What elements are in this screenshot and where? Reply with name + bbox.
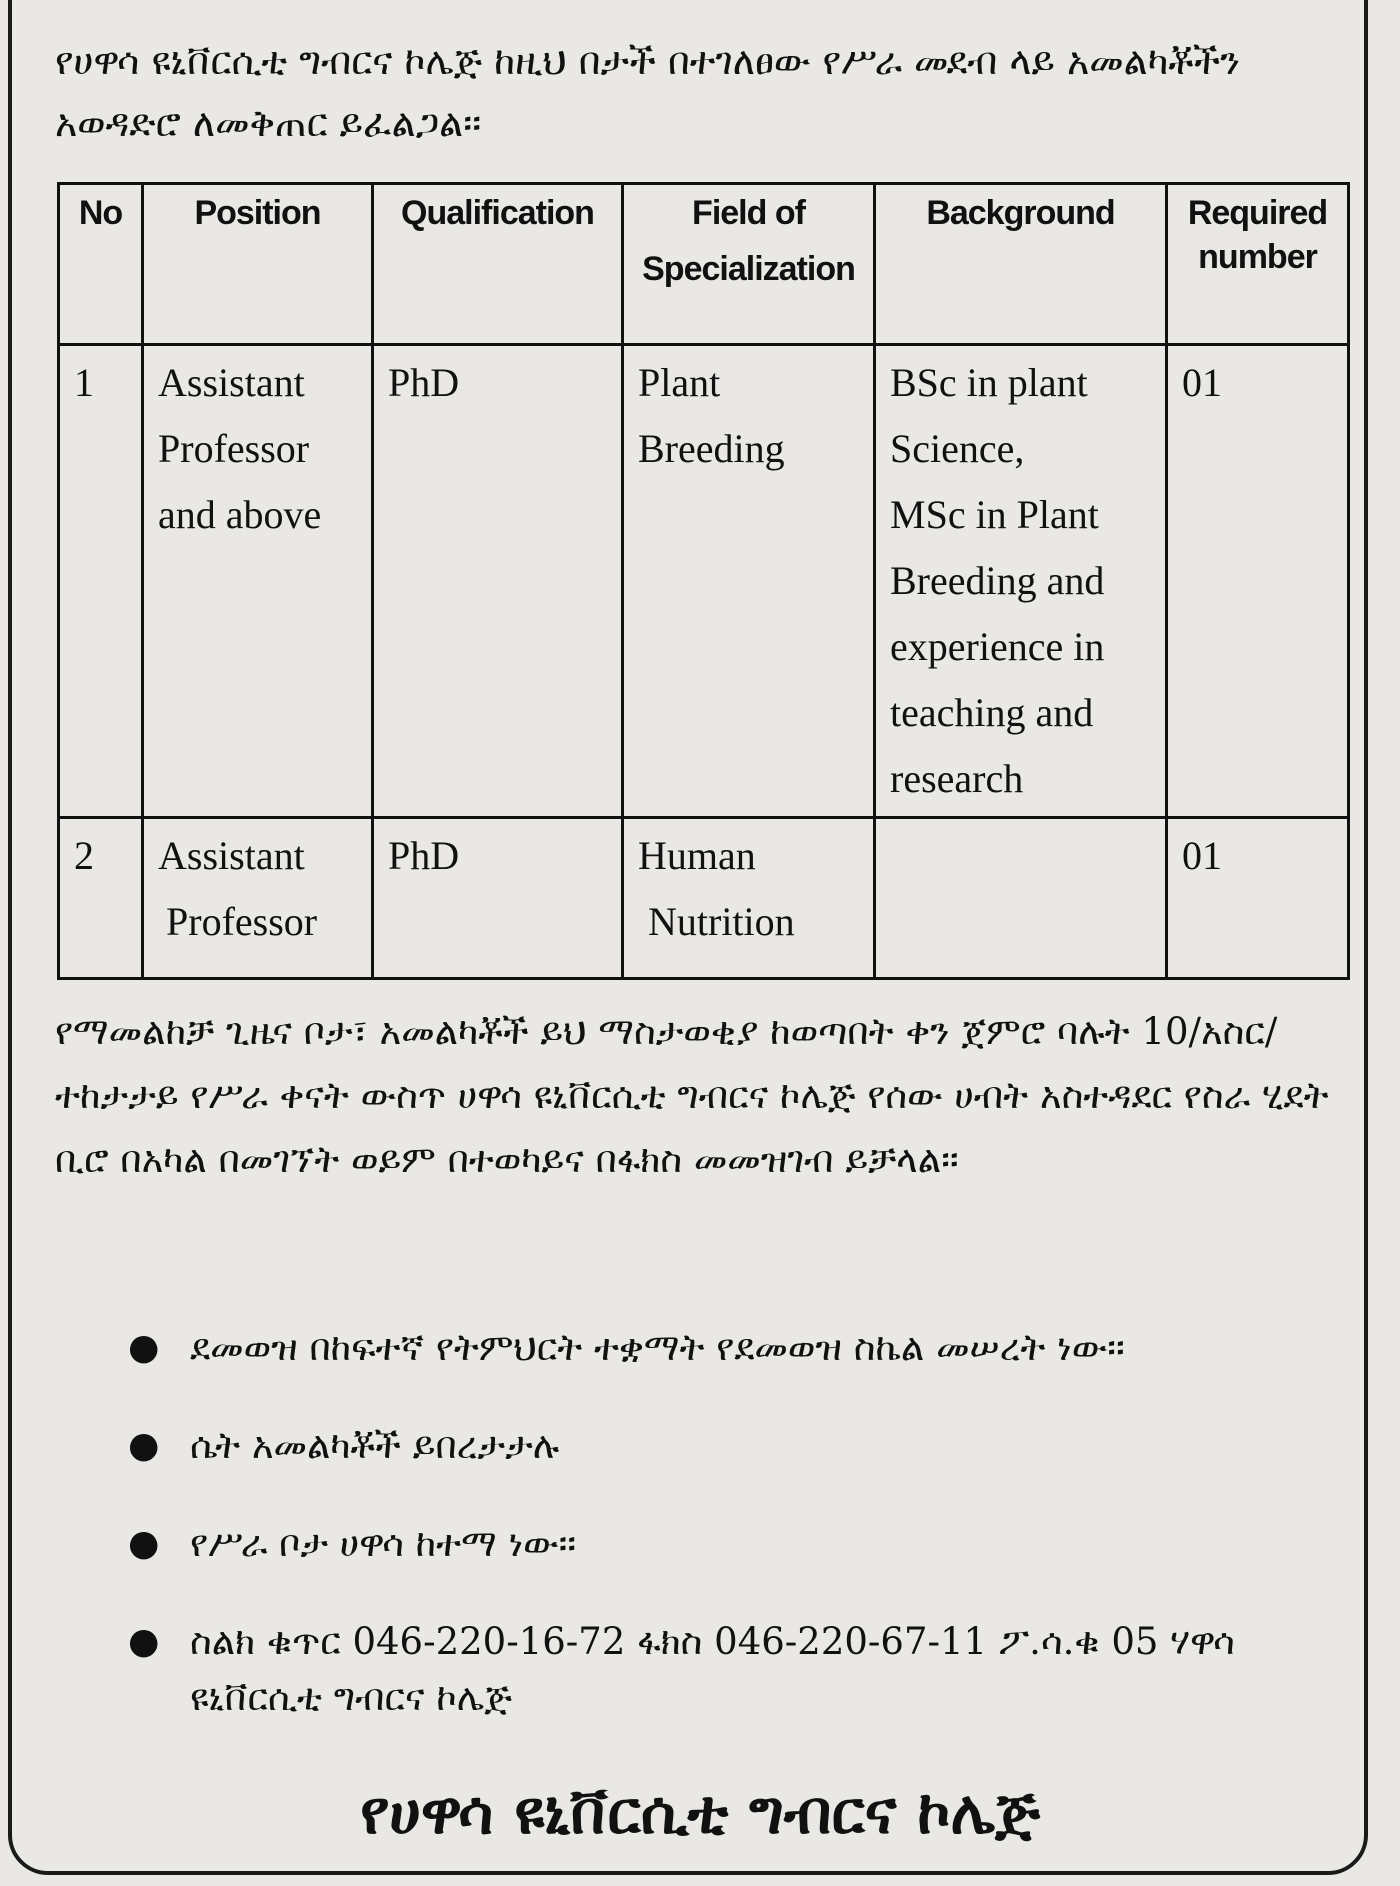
- bullet-icon: ●: [128, 1425, 160, 1466]
- header-background: Background: [875, 184, 1167, 345]
- note-text: ደመወዝ በከፍተኛ የትምህርት ተቋማት የደመወዝ ስኬል መሠረት ነው፡፡: [190, 1326, 1125, 1369]
- row1-field: [623, 345, 875, 818]
- row1-qualification: PhD: [373, 345, 623, 818]
- row1-background-line: teaching and: [890, 690, 1094, 735]
- row1-background: [875, 345, 1167, 818]
- note-text: የሥራ ቦታ ሀዋሳ ከተማ ነው፡፡: [190, 1522, 577, 1565]
- list-item: [110, 1418, 1340, 1474]
- note-text: ስልክ ቁጥር 046-220-16-72 ፋክስ 046-220-67-11 ፖ.ሳ.ቁ 05 ሃዋሳ ዩኒቨርሲቲ ግብርና ኮሌጅ: [190, 1620, 1235, 1719]
- row2-background: [875, 818, 1167, 979]
- header-required: [1167, 184, 1349, 345]
- note-text: ሴት አመልካቾች ይበረታታሉ: [190, 1424, 560, 1467]
- footer-title: የሀዋሳ ዩኒቨርሲቲ ግብርና ኮሌጅ: [360, 1778, 1040, 1848]
- row1-position-line: Professor: [158, 426, 310, 471]
- header-field-line2: Specialization: [642, 250, 855, 288]
- header-no: No: [59, 184, 143, 345]
- notes-list: [110, 1320, 1340, 1768]
- list-item: [110, 1320, 1340, 1376]
- header-field-line1: Field of: [692, 194, 805, 232]
- row2-field-line: Human: [638, 833, 756, 878]
- row1-field-line: Breeding: [638, 426, 785, 471]
- row1-background-line: MSc in Plant: [890, 492, 1099, 537]
- row1-position-line: Assistant: [158, 360, 305, 405]
- row1-position-line: and above: [158, 492, 322, 537]
- table-row: [59, 818, 1349, 979]
- row1-field-line: Plant: [638, 360, 721, 405]
- header-qualification: Qualification: [373, 184, 623, 345]
- header-required-line2: number: [1198, 238, 1317, 276]
- vacancy-table: [57, 182, 1350, 980]
- header-position: Position: [143, 184, 373, 345]
- row1-position: [143, 345, 373, 818]
- row2-field: [623, 818, 875, 979]
- row1-background-line: research: [890, 756, 1024, 801]
- row2-required: 01: [1167, 818, 1349, 979]
- list-item: [110, 1516, 1340, 1572]
- row1-background-line: experience in: [890, 624, 1105, 669]
- row1-no: 1: [59, 345, 143, 818]
- row2-position-line: Assistant: [158, 833, 305, 878]
- header-required-line1: Required: [1187, 194, 1328, 232]
- row1-background-line: Science,: [890, 426, 1025, 471]
- row2-field-line: Nutrition: [648, 899, 795, 944]
- row1-background-line: BSc in plant: [890, 360, 1088, 405]
- bullet-icon: ●: [128, 1621, 160, 1662]
- table-header-row: [59, 184, 1349, 345]
- list-item: [110, 1614, 1340, 1726]
- row2-qualification: PhD: [373, 818, 623, 979]
- bullet-icon: ●: [128, 1327, 160, 1368]
- row2-no: 2: [59, 818, 143, 979]
- bullet-icon: ●: [128, 1523, 160, 1564]
- row2-position-line: Professor: [166, 899, 318, 944]
- row1-background-line: Breeding and: [890, 558, 1105, 603]
- table-row: [59, 345, 1349, 818]
- intro-paragraph: የሀዋሳ ዩኒቨርሲቲ ግብርና ኮሌጅ ከዚህ በታች በተገለፀው የሥራ መደብ ላይ አመልካቾችን አወዳድሮ ለመቅጠር ይፈልጋል፡፡: [55, 39, 1241, 145]
- registration-paragraph: የማመልከቻ ጊዜና ቦታ፣ አመልካቾች ይህ ማስታወቂያ ከወጣበት ቀን ጀምሮ ባሉት 10/አስር/ ተከታታይ የሥራ ቀናት ውስጥ ሀዋሳ ዩኒቨርሲቲ ግብርና ኮሌጅ የሰው ሀብት አስተዳደር የስራ ሂደት ቢሮ በአካል በመገኘት ወይም በተወካይና በፋክስ መመዝገብ ይቻላል፡፡: [55, 1010, 1329, 1181]
- row2-position: [143, 818, 373, 979]
- header-field: [623, 184, 875, 345]
- row1-required: 01: [1167, 345, 1349, 818]
